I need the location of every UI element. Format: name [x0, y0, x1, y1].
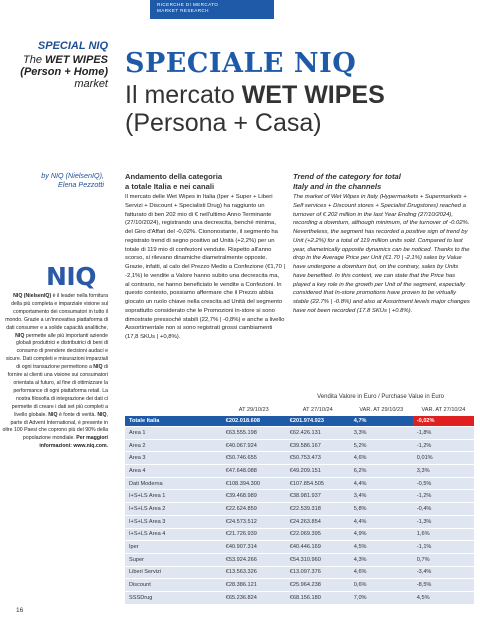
table-cell: Liberi Servizi — [125, 566, 222, 579]
table-cell: 3,3% — [350, 427, 413, 440]
niq-about-segment: NIQ (NielsenIQ) — [13, 293, 52, 299]
table-cell: 0,01% — [413, 452, 474, 465]
table-cell: €40.907.314 — [222, 541, 286, 554]
table-cell: €28.386.121 — [222, 579, 286, 592]
table-row — [125, 452, 474, 465]
table-row — [125, 528, 474, 541]
sidebar-special: SPECIAL NIQ — [37, 40, 108, 52]
table-cell: €13.097.376 — [286, 566, 350, 579]
table-cell: €38.981.937 — [286, 490, 350, 503]
table-cell: €47.648.088 — [222, 465, 286, 478]
table-cell: 4,4% — [350, 515, 413, 528]
table-cell: €22.539.318 — [286, 503, 350, 516]
table-cell: -1,2% — [413, 490, 474, 503]
table-cell: Super — [125, 553, 222, 566]
table-cell: €21.726.939 — [222, 528, 286, 541]
table-cell: 0,7% — [413, 553, 474, 566]
table-cell: 4,5% — [350, 541, 413, 554]
italian-heading-1: Andamento della categoria — [125, 172, 223, 181]
table-cell: -1,3% — [413, 515, 474, 528]
table-cell: Area 1 — [125, 427, 222, 440]
table-cell: €54.310.960 — [286, 553, 350, 566]
sidebar-byline — [0, 171, 104, 189]
table-cell: 5,2% — [350, 439, 413, 452]
table-cell: €25.964.238 — [286, 579, 350, 592]
table-cell: -3,4% — [413, 566, 474, 579]
table-cell: I+S+LS Area 2 — [125, 503, 222, 516]
english-body: The market of Wet Wipes in Italy (Hypermarkets + Supermarkets + Self services + Discount stores + Specialist Drugstores) reached a turnover of € 202 million in the last Year Ending (27/10/2024), recording a downturn, although minimum, of the turnover of -0.02%. Nevertheless, the segment has recorded a positive sign of trend by Unit (+2.2%) for a total of 119 million units sold. Compared to last year, diametrically opposite dynamics can be noticed. Thanks to the drop in the Average Price per Unit (€1.70 | -2.1%) sales by Value have undergone a downturn but, on the contrary, sales by Units have benefited. In this context, we can state that the Price has played a key role in the growth per Unit of the segment, especially considered that In-store promotions have proven to be virtually stable (22.7% | -0.8%) and also at Assortment levels major changes have not been recorded (17.8 SKUs | +0.8%). — [293, 194, 470, 314]
table-row — [125, 541, 474, 554]
english-column — [293, 172, 471, 316]
article-title-line1 — [125, 82, 385, 109]
table-cell: €108.394.300 — [222, 477, 286, 490]
byline-2: Elena Pezzotti — [58, 180, 104, 189]
table-cell: 3,3% — [413, 465, 474, 478]
table-cell: -0,02% — [413, 416, 474, 427]
header-line-2: MARKET RESEARCH — [157, 8, 209, 13]
table-row — [125, 439, 474, 452]
sidebar-title-line2: (Person + Home) — [20, 66, 108, 78]
table-cell: I+S+LS Area 3 — [125, 515, 222, 528]
sidebar-title — [0, 54, 108, 90]
table-row — [125, 553, 474, 566]
niq-about-segment: NIQ — [48, 411, 58, 418]
table-cell: €13.563.326 — [222, 566, 286, 579]
table-cell: €107.854.505 — [286, 477, 350, 490]
table-cell: €22.069.395 — [286, 528, 350, 541]
table-row — [125, 515, 474, 528]
title-il-mercato: Il mercato — [125, 81, 242, 109]
table-header-cell: AT 29/10/23 — [238, 407, 269, 413]
table-cell: 0,6% — [350, 579, 413, 592]
table-title: Vendita Valore in Euro / Purchase Value in Euro — [317, 394, 444, 400]
table-row — [125, 427, 474, 440]
table-cell: SSSDrug — [125, 591, 222, 604]
niq-about-segment: NIQ — [15, 332, 25, 339]
section-header — [150, 0, 274, 19]
table-row — [125, 579, 474, 592]
table-header-cell: VAR. AT 27/10/24 — [421, 407, 466, 413]
byline-1: by NIQ (NielsenIQ), — [41, 171, 104, 180]
english-heading-1: Trend of the category for total — [293, 172, 401, 181]
table-cell: Iper — [125, 541, 222, 554]
sidebar-title-the: The — [23, 54, 46, 66]
table-cell: 4,7% — [350, 416, 413, 427]
table-cell: Dati Moderna — [125, 477, 222, 490]
table-cell: 4,4% — [350, 477, 413, 490]
table-cell: €68.156.180 — [286, 591, 350, 604]
table-cell: €62.426.131 — [286, 427, 350, 440]
niq-about-segment: di fornire ai clienti una visione sui consumatori orientata al futuro, al fine di ottimizzare la performance di ogni piattaforma retail. La nostra filosofia di integrazione dei dati ci permette di creare i dati set più completi a livello globale. — [7, 364, 108, 418]
table-cell: 4,9% — [350, 528, 413, 541]
table-cell: €24.573.512 — [222, 515, 286, 528]
table-row — [125, 566, 474, 579]
table-cell: 7,0% — [350, 591, 413, 604]
table-cell: Totale Italia — [125, 416, 222, 427]
table-cell: I+S+LS Area 1 — [125, 490, 222, 503]
table-row — [125, 465, 474, 478]
page-number: 16 — [16, 607, 24, 614]
table-header-cell: AT 27/10/24 — [302, 407, 333, 413]
table-cell: €40.067.924 — [222, 439, 286, 452]
italian-body: Il mercato delle Wet Wipes in Italia (Iper + Super + Liberi Servizi + Discount + Specialisti Drug) ha raggiunto un fatturato di ben 202 mio di € nell'ultimo Anno Terminante (27/10/2024), registrando una decrescita, benché minima, del Giro d'Affari del -0,02%. Ciononostante, il segmento ha registrato trend di segno positivo ad Unità (+2,2%) per un totale di 119 mio di confezioni vendute. Rispetto all'anno scorso, si rilevano dinamiche diametralmente opposte. Grazie, infatti, al calo del Prezzo Medio a Confezione (€1,70 | -2,1%) le vendite a Valore hanno subito una decrescita ma, al contrario, ne hanno beneficiato le vendite a Confezioni. In questo contesto, possiamo affermare che il Prezzo abbia giocato un ruolo chiave nella crescita ad Unità del segmento soprattutto considerato che le Promozioni in-store si sono dimostrate pressoché stabili (22,7% | -0,8%) e anche a livello Assortimentale non si sono registrati grossi cambiamenti (17,8 SKUs | +0,8%). — [125, 194, 286, 340]
table-cell: 3,4% — [350, 490, 413, 503]
niq-logo: NIQ — [46, 262, 96, 291]
table-cell: €202.018.608 — [222, 416, 286, 427]
niq-about-segment: permette alle più importanti aziende globali produttrici e distributrici di beni di consumo di prendere decisioni audaci e sicure. Dati completi e misurazioni imparziali di ogni transazione permettono a — [5, 332, 108, 371]
table-cell: Discount — [125, 579, 222, 592]
header-line-1: RICERCHE DI MERCATO — [157, 2, 219, 7]
table-cell: Area 2 — [125, 439, 222, 452]
sales-table — [125, 404, 474, 605]
table-row — [125, 477, 474, 490]
table-cell: €40.446.169 — [286, 541, 350, 554]
table-cell: -0,4% — [413, 503, 474, 516]
sidebar-title-wetwipes: WET WIPES — [45, 54, 108, 66]
table-cell: €53.924.266 — [222, 553, 286, 566]
table-cell: Area 4 — [125, 465, 222, 478]
table-cell: -1,8% — [413, 427, 474, 440]
table-row — [125, 591, 474, 604]
table-row — [125, 490, 474, 503]
table-cell: -0,5% — [413, 477, 474, 490]
table-cell: €63.555.198 — [222, 427, 286, 440]
table-cell: 5,8% — [350, 503, 413, 516]
table-cell: €49.209.151 — [286, 465, 350, 478]
table-cell: €65.236.824 — [222, 591, 286, 604]
title-wet-wipes: WET WIPES — [241, 81, 385, 109]
table-cell: €24.263.854 — [286, 515, 350, 528]
table-header-cell: VAR. AT 29/10/23 — [359, 407, 404, 413]
table-cell: -1,2% — [413, 439, 474, 452]
table-cell: €39.468.989 — [222, 490, 286, 503]
niq-about-segment: , parte di Advent International, è presente in oltre 100 Paesi che coprono più del 90% della popolazione mondiale. — [2, 411, 108, 442]
italian-heading — [125, 172, 285, 191]
niq-about-segment: è fonte di verità. — [57, 411, 98, 418]
table-cell: €201.974.923 — [286, 416, 350, 427]
table-cell: 1,6% — [413, 528, 474, 541]
table-cell: I+S+LS Area 4 — [125, 528, 222, 541]
niq-about-segment: è il leader nella fornitura della più completa e imparziale visione sul comportamento dei consumatori in tutto il mondo. Grazie a un'innovativa piattaforma di dati consumer e a solide capacità analitiche, — [5, 293, 108, 331]
table-cell: 4,5% — [413, 591, 474, 604]
italian-heading-2: a totale Italia e nei canali — [125, 181, 215, 191]
table-cell: €50.746.655 — [222, 452, 286, 465]
article-title-line2: (Persona + Casa) — [125, 109, 322, 137]
table-cell: 6,2% — [350, 465, 413, 478]
niq-about-segment: NIQ — [93, 364, 103, 371]
table-cell: €50.753.473 — [286, 452, 350, 465]
table-row — [125, 503, 474, 516]
table-header-cell — [125, 404, 222, 416]
sidebar-title-line3: market — [74, 78, 108, 90]
table-header-row — [125, 404, 474, 416]
niq-about-segment: Per maggiori informazioni: www.niq.com. — [39, 435, 108, 450]
niq-about-segment: NIQ — [97, 411, 107, 418]
table-cell: 4,6% — [350, 566, 413, 579]
table-cell: Area 3 — [125, 452, 222, 465]
niq-about-text — [2, 293, 108, 451]
english-heading — [293, 172, 471, 191]
table-cell: 4,3% — [350, 553, 413, 566]
english-heading-2: Italy and in the channels — [293, 181, 382, 191]
table-cell: 4,6% — [350, 452, 413, 465]
table-cell: €22.624.859 — [222, 503, 286, 516]
table-cell: -1,1% — [413, 541, 474, 554]
article-title-special: SPECIALE NIQ — [125, 48, 357, 79]
table-cell: €39.586.167 — [286, 439, 350, 452]
table-cell: -8,5% — [413, 579, 474, 592]
table-total-row — [125, 416, 474, 427]
italian-column — [125, 172, 285, 342]
